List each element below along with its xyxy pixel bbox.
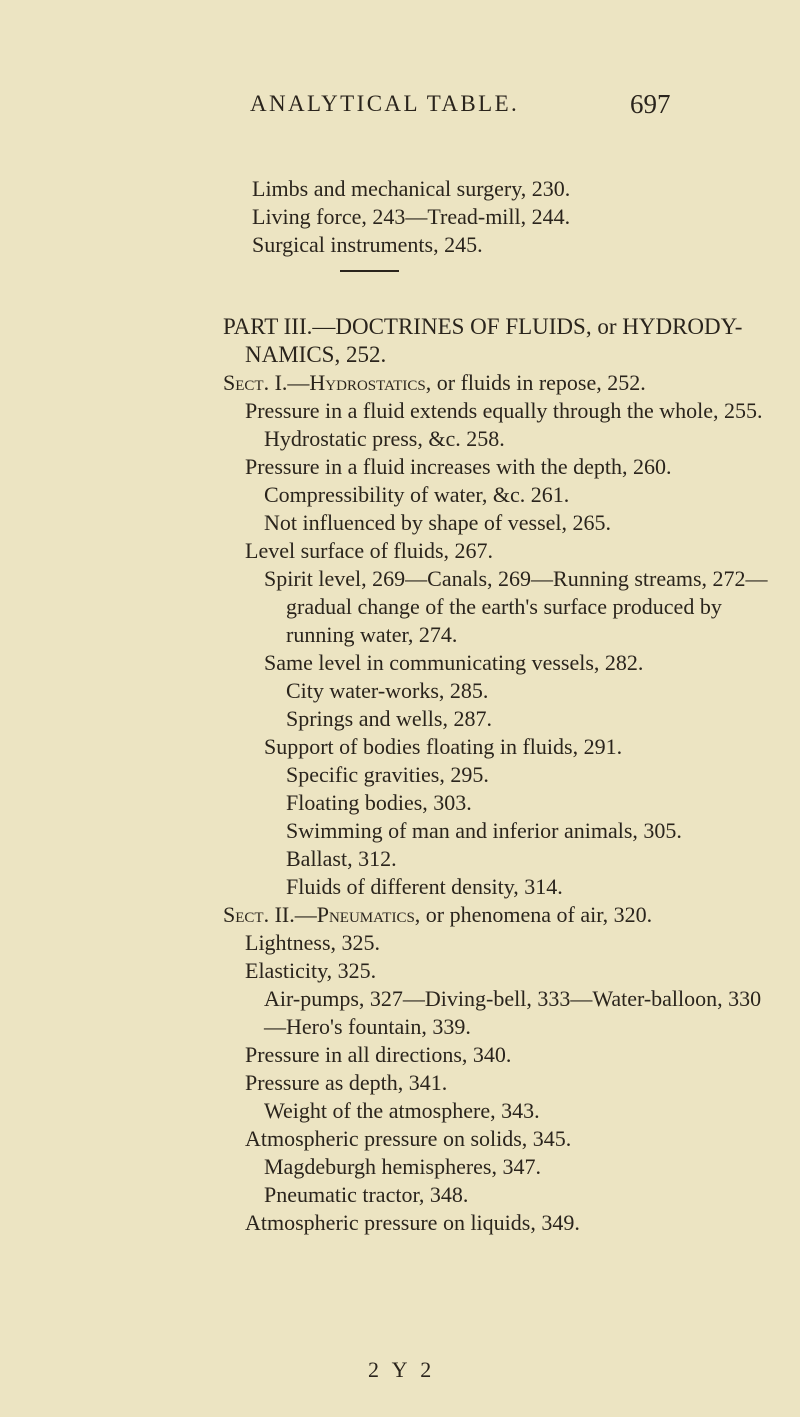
section-rest: , or fluids in repose, 252.	[425, 370, 646, 395]
section-dash: —	[287, 370, 310, 395]
entry-line: Same level in communicating vessels, 282.	[264, 650, 644, 675]
entry-line-continued: running water, 274.	[286, 622, 458, 647]
section-name: Pneumatics	[316, 902, 415, 927]
section-label: Sect. II.	[223, 902, 295, 927]
section-heading-hydrostatics	[223, 370, 646, 396]
entry-line: Surgical instruments, 245.	[252, 232, 483, 257]
entry-line: Level surface of fluids, 267.	[245, 538, 494, 563]
entry-line-continued: —Hero's fountain, 339.	[264, 1014, 471, 1039]
entry-line: Swimming of man and inferior animals, 305.	[286, 818, 682, 843]
entry-line: Hydrostatic press, &c. 258.	[264, 426, 505, 451]
entry-line: Floating bodies, 303.	[286, 790, 472, 815]
entry-line-continued: gradual change of the earth's surface produced by	[286, 594, 722, 619]
page-number: 697	[630, 89, 671, 119]
entry-line: Springs and wells, 287.	[286, 706, 492, 731]
entry-line: Weight of the atmosphere, 343.	[264, 1098, 540, 1123]
entry-line: Pressure in a fluid increases with the depth, 260.	[245, 454, 672, 479]
section-dash: —	[294, 902, 317, 927]
entry-line: Atmospheric pressure on liquids, 349.	[245, 1210, 580, 1235]
section-rest: , or phenomena of air, 320.	[414, 902, 653, 927]
entry-line: City water-works, 285.	[286, 678, 489, 703]
entry-line: Specific gravities, 295.	[286, 762, 489, 787]
section-heading-pneumatics	[223, 902, 652, 928]
entry-line: Not influenced by shape of vessel, 265.	[264, 510, 612, 535]
entry-line: Pressure in a fluid extends equally through the whole, 255.	[245, 398, 763, 423]
entry-line: Compressibility of water, &c. 261.	[264, 482, 570, 507]
entry-line: Support of bodies floating in fluids, 291.	[264, 734, 623, 759]
section-label: Sect. I.	[223, 370, 288, 395]
section-divider	[340, 270, 399, 272]
part-heading: PART III.—DOCTRINES OF FLUIDS, or HYDRODY-	[223, 314, 743, 339]
entry-line: Limbs and mechanical surgery, 230.	[252, 176, 571, 201]
entry-line: Pressure as depth, 341.	[245, 1070, 448, 1095]
entry-line: Spirit level, 269—Canals, 269—Running streams, 272—	[264, 566, 768, 591]
entry-line: Pneumatic tractor, 348.	[264, 1182, 469, 1207]
entry-line: Lightness, 325.	[245, 930, 381, 955]
signature-mark: 2 Y 2	[368, 1357, 436, 1382]
entry-line: Pressure in all directions, 340.	[245, 1042, 512, 1067]
part-heading-continued: NAMICS, 252.	[245, 342, 387, 367]
entry-line: Magdeburgh hemispheres, 347.	[264, 1154, 541, 1179]
section-name: Hydrostatics	[309, 370, 426, 395]
entry-line: Elasticity, 325.	[245, 958, 377, 983]
entry-line: Fluids of different density, 314.	[286, 874, 563, 899]
entry-line: Atmospheric pressure on solids, 345.	[245, 1126, 572, 1151]
entry-line: Living force, 243—Tread-mill, 244.	[252, 204, 571, 229]
running-header: ANALYTICAL TABLE.	[250, 91, 520, 116]
entry-line: Ballast, 312.	[286, 846, 397, 871]
entry-line: Air-pumps, 327—Diving-bell, 333—Water-balloon, 330	[264, 986, 762, 1011]
